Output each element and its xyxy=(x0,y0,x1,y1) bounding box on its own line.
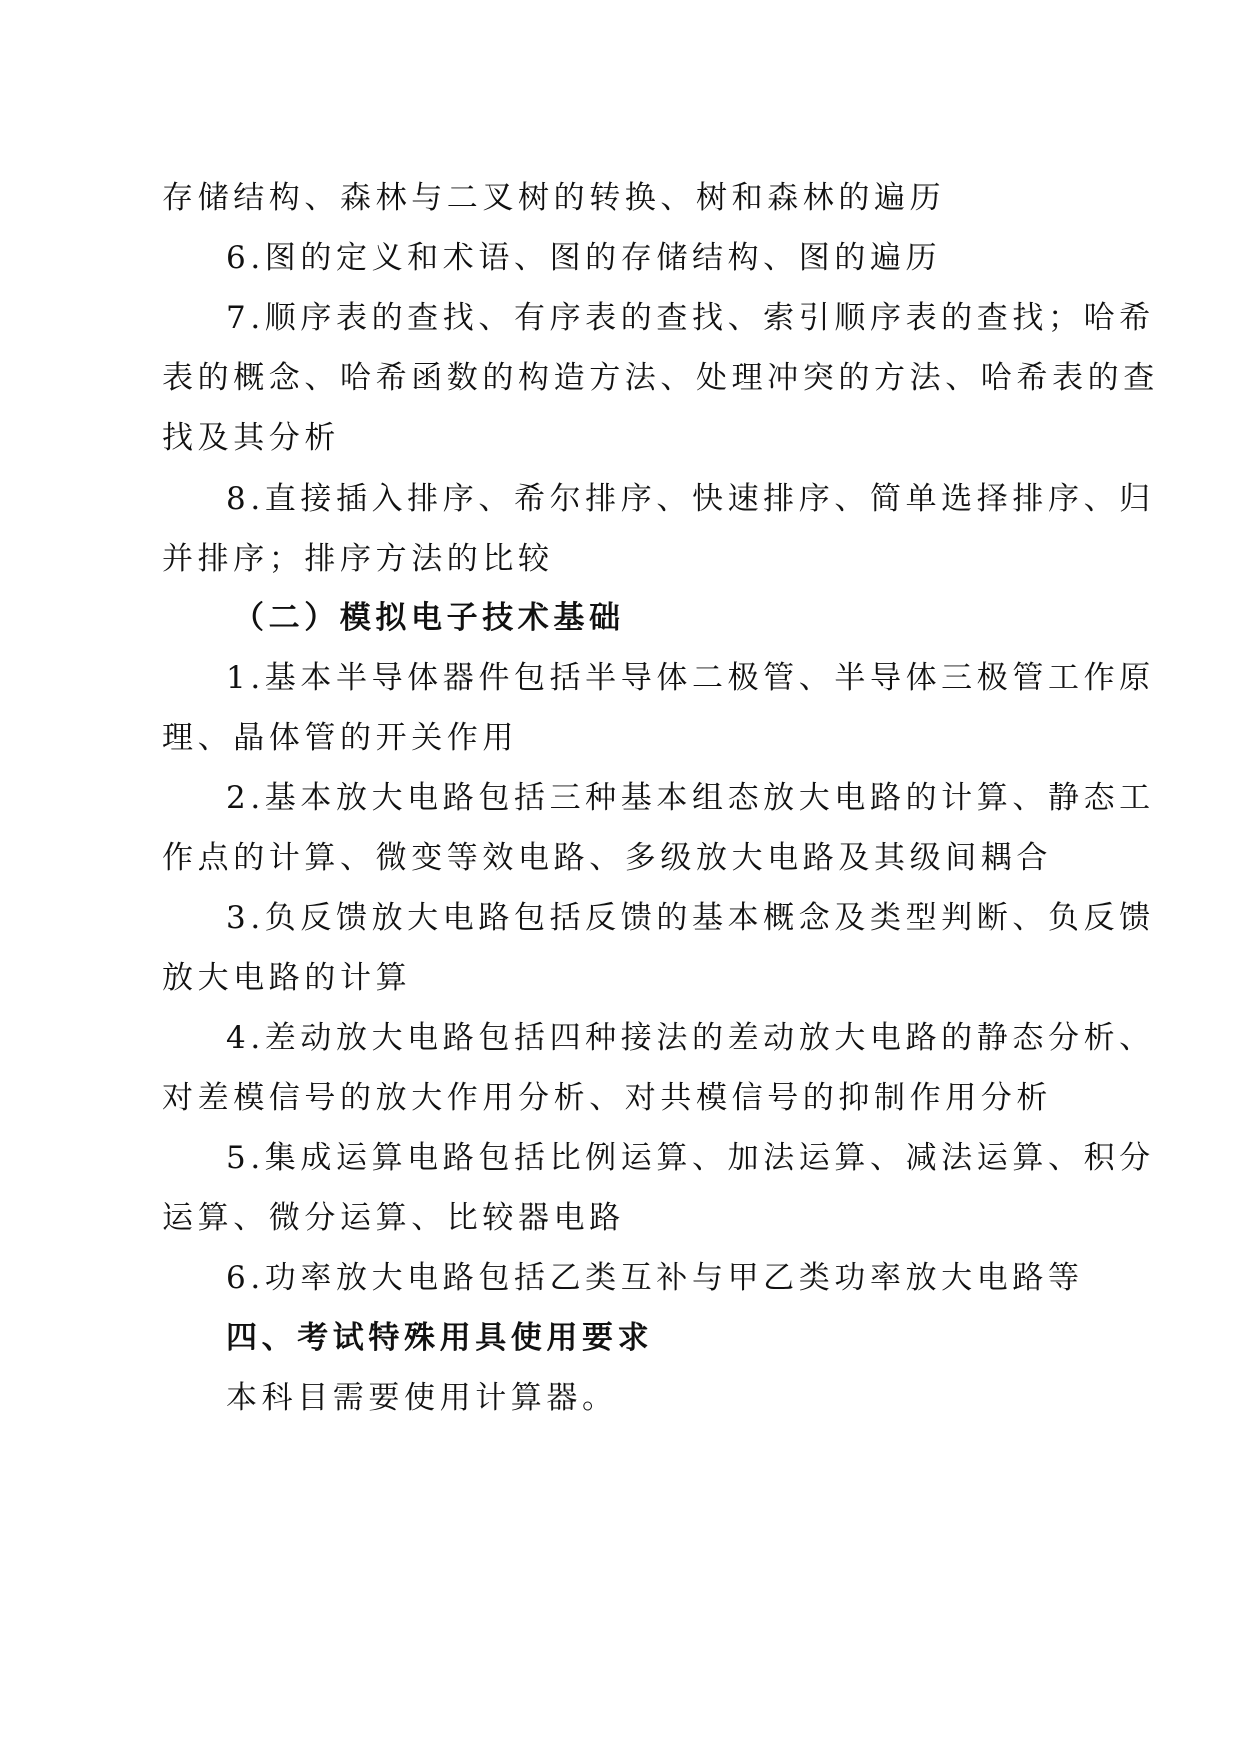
text-line-analog-item-1-end: 理、晶体管的开关作用 xyxy=(162,720,518,756)
text-line-analog-item-3-end: 放大电路的计算 xyxy=(162,960,412,996)
text-line-analog-item-2-end: 作点的计算、微变等效电路、多级放大电路及其级间耦合 xyxy=(162,840,1052,876)
text-line-item-8-sorting: 8.直接插入排序、希尔排序、快速排序、简单选择排序、归 xyxy=(226,481,1155,517)
text-line-item-7-hash: 表的概念、哈希函数的构造方法、处理冲突的方法、哈希表的查 xyxy=(162,360,1159,396)
text-line-analog-item-2: 2.基本放大电路包括三种基本组态放大电路的计算、静态工 xyxy=(226,780,1155,816)
text-line-analog-item-5-end: 运算、微分运算、比较器电路 xyxy=(162,1200,625,1236)
text-line-calculator-requirement: 本科目需要使用计算器。 xyxy=(226,1380,618,1416)
text-line-analog-item-5: 5.集成运算电路包括比例运算、加法运算、减法运算、积分 xyxy=(226,1140,1155,1176)
section-heading-analog-electronics: （二）模拟电子技术基础 xyxy=(233,600,625,636)
text-line-analog-item-3: 3.负反馈放大电路包括反馈的基本概念及类型判断、负反馈 xyxy=(226,900,1155,936)
text-line-item-6-graphs: 6.图的定义和术语、图的存储结构、图的遍历 xyxy=(226,240,942,276)
text-line-item-7-end: 找及其分析 xyxy=(162,420,340,456)
text-line-item-7-search: 7.顺序表的查找、有序表的查找、索引顺序表的查找；哈希 xyxy=(226,300,1155,336)
text-line-item-8-end: 并排序；排序方法的比较 xyxy=(162,541,554,577)
text-line-trees-continued: 存储结构、森林与二叉树的转换、树和森林的遍历 xyxy=(162,180,946,216)
text-line-analog-item-4: 4.差动放大电路包括四种接法的差动放大电路的静态分析、 xyxy=(226,1020,1155,1056)
text-line-analog-item-4-end: 对差模信号的放大作用分析、对共模信号的抑制作用分析 xyxy=(162,1080,1052,1116)
text-line-analog-item-6: 6.功率放大电路包括乙类互补与甲乙类功率放大电路等 xyxy=(226,1260,1084,1296)
section-heading-special-tools: 四、考试特殊用具使用要求 xyxy=(226,1320,654,1356)
text-line-analog-item-1: 1.基本半导体器件包括半导体二极管、半导体三极管工作原 xyxy=(226,660,1155,696)
